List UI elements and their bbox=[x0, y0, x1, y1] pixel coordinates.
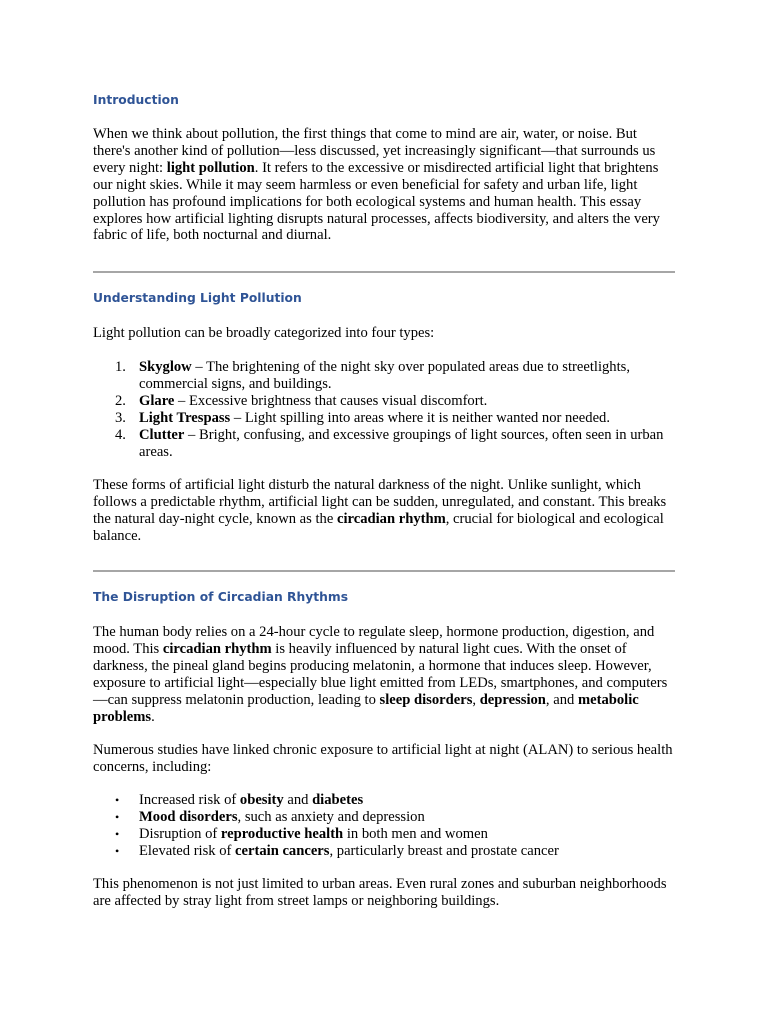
list-item: 2. Glare – Excessive brightness that causes visual discomfort. bbox=[115, 392, 488, 409]
section-divider bbox=[93, 271, 675, 273]
list-item: • Elevated risk of certain cancers, particularly breast and prostate cancer bbox=[115, 842, 559, 859]
bullet-icon: • bbox=[115, 843, 120, 858]
disruption-studies-paragraph: Numerous studies have linked chronic exposure to artificial light at night (ALAN) to serious health concerns, including: bbox=[93, 742, 673, 775]
heading-introduction: Introduction bbox=[93, 93, 179, 107]
list-item: • Increased risk of obesity and diabetes bbox=[115, 792, 364, 808]
bullet-icon: • bbox=[115, 826, 120, 841]
intro-paragraph: When we think about pollution, the first things that come to mind are air, water, or noise. But there's another kind of pollution—less discussed, yet increasingly significant—that surrounds us every night: light pollution. It refers to the excessive or misdirected artificial light that brightens our night skies. While it may seem harmless or even beneficial for safety and urban life, light pollution has profound implications for both ecological systems and human health. This essay explores how artificial lighting disrupts natural processes, affects biodiversity, and alters the very fabric of life, both nocturnal and diurnal. bbox=[93, 126, 660, 244]
heading-understanding: Understanding Light Pollution bbox=[93, 291, 302, 305]
list-item: • Mood disorders, such as anxiety and depression bbox=[115, 808, 425, 825]
list-item: • Disruption of reproductive health in both men and women bbox=[115, 825, 488, 842]
bullet-icon: • bbox=[115, 793, 120, 807]
list-item: 3. Light Trespass – Light spilling into areas where it is neither wanted nor needed. bbox=[115, 409, 610, 426]
pollution-types-list bbox=[93, 359, 676, 460]
section-divider bbox=[93, 570, 675, 572]
understanding-paragraph: These forms of artificial light disturb the natural darkness of the night. Unlike sunlight, which follows a predictable rhythm, artificial light can be sudden, unregulated, and constant. This breaks the natural day-night cycle, known as the circadian rhythm, crucial for biological and ecological balance. bbox=[93, 477, 667, 544]
health-concerns-list bbox=[93, 792, 676, 860]
disruption-paragraph: The human body relies on a 24-hour cycle to regulate sleep, hormone production, digestion, and mood. This circadian rhythm is heavily influenced by natural light cues. With the onset of darkness, the pineal gland begins producing melatonin, a hormone that induces sleep. However, exposure to artificial light—especially blue light emitted from LEDs, smartphones, and computers—can suppress melatonin production, leading to sleep disorders, depression, and metabolic problems. bbox=[93, 624, 668, 725]
understanding-lead: Light pollution can be broadly categorized into four types: bbox=[93, 325, 435, 341]
bullet-icon: • bbox=[115, 809, 120, 824]
list-item: 4. Clutter – Bright, confusing, and excessive groupings of light sources, often seen in urban areas. bbox=[115, 426, 664, 460]
heading-disruption: The Disruption of Circadian Rhythms bbox=[93, 590, 349, 604]
closing-paragraph: This phenomenon is not just limited to urban areas. Even rural zones and suburban neighborhoods are affected by stray light from street lamps or neighboring buildings. bbox=[93, 876, 667, 909]
list-item: 1. Skyglow – The brightening of the night sky over populated areas due to streetlights, commercial signs, and buildings. bbox=[115, 359, 630, 392]
